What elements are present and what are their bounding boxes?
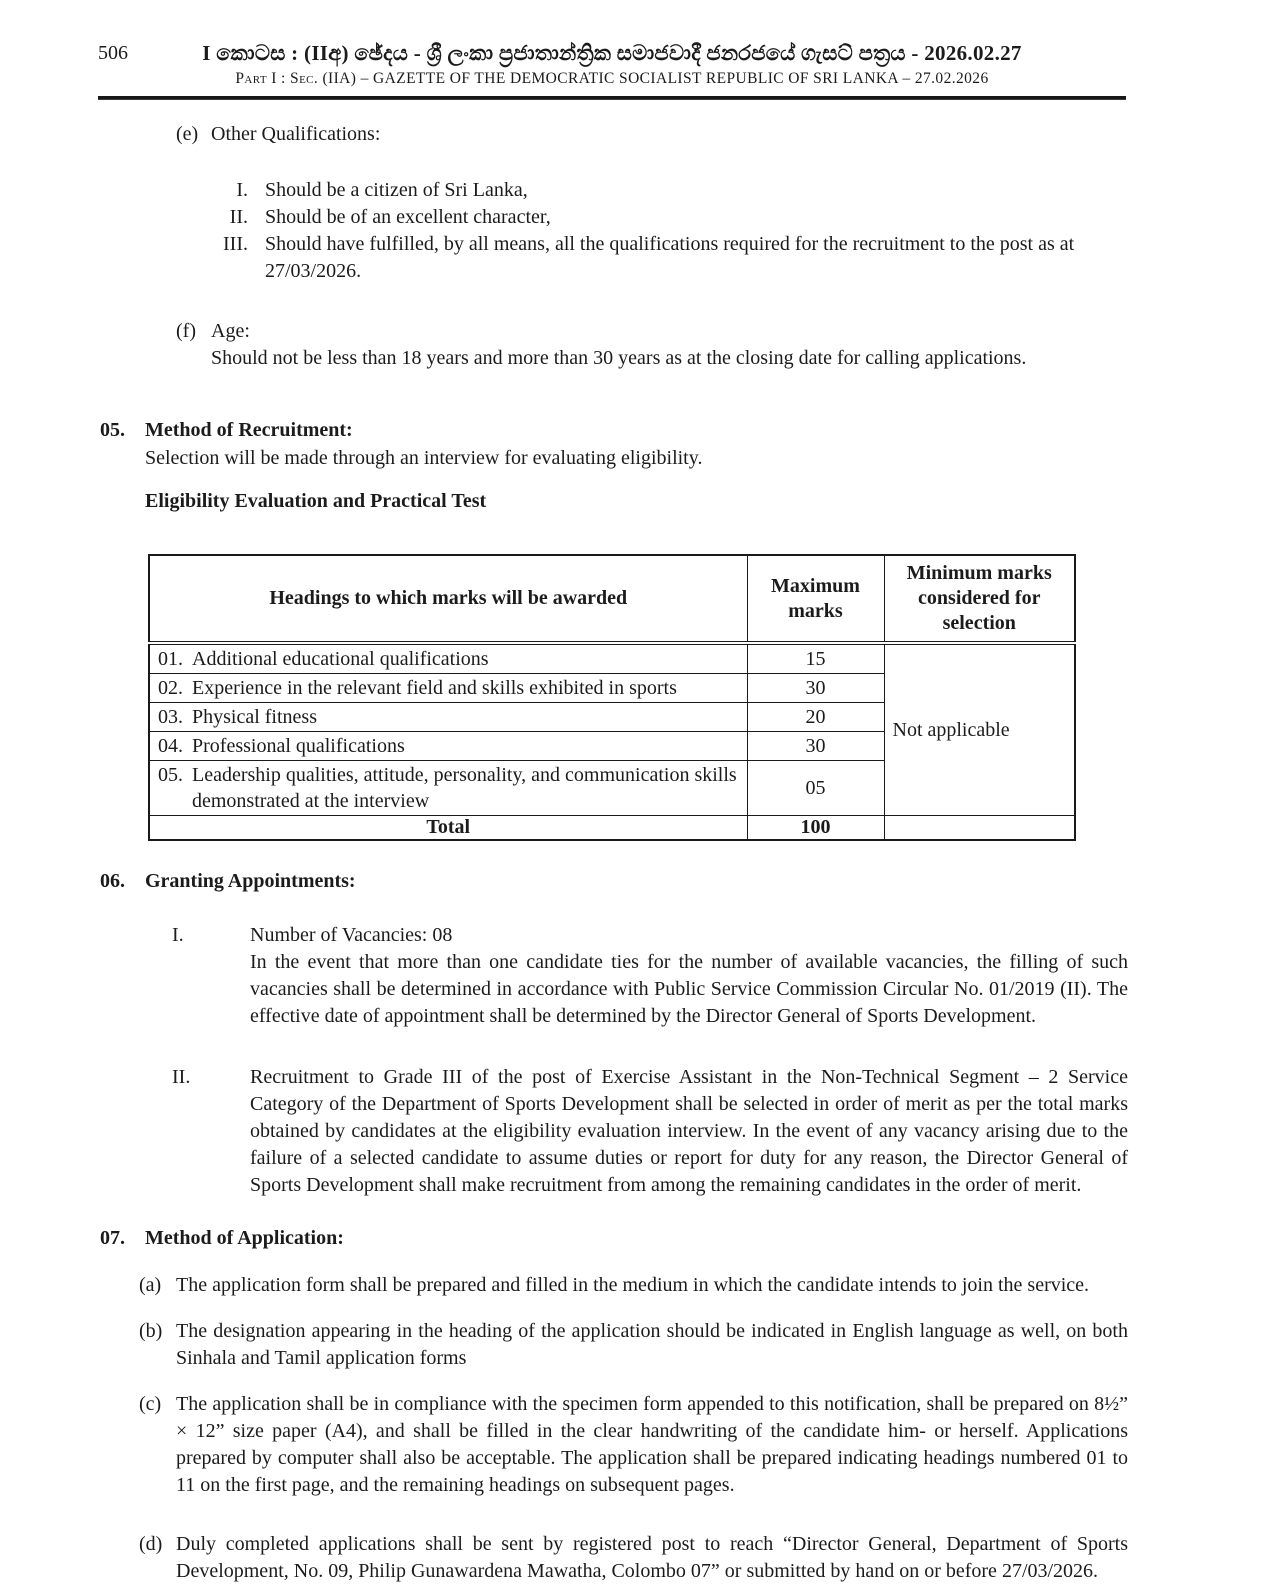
application-item-a [139,1272,1128,1299]
granting-item-body: In the event that more than one candidate ties for the number of available vacancies, the filling of such vacancies shall be determined in accordance with Public Service Commission Circular No. 01/2019 (II). The effective date of appointment shall be determined by the Director General of Sports Development. [250,951,1128,1027]
row-heading: Leadership qualities, attitude, personality, and communication skills demonstrated at the interview [192,764,737,812]
section-f-title: Age: [211,320,250,342]
application-item-text: The designation appearing in the heading of the application should be indicated in English language as well, on both Sinhala and Tamil application forms [176,1320,1128,1369]
header-titles [98,38,1126,89]
section-method-of-application-heading [100,1225,1128,1252]
table-row [149,643,1075,674]
marks-table [148,554,1076,841]
list-item [176,204,1128,231]
section-title: Method of Application: [145,1227,344,1249]
section-method-of-recruitment-heading [100,417,1128,444]
row-maximum-marks: 30 [747,732,884,761]
list-item-text: Should be of an excellent character, [265,206,551,228]
row-number: 03. [158,706,183,728]
row-heading: Experience in the relevant field and skills exhibited in sports [192,677,677,699]
section-e-label: (e) [176,123,199,145]
section-age-heading [176,318,1128,345]
application-item-label: (b) [139,1320,163,1342]
page-number: 506 [98,42,128,64]
list-item-numeral: III. [223,233,248,255]
granting-item-2 [172,1064,1128,1199]
eligibility-subheading: Eligibility Evaluation and Practical Test [145,490,487,512]
row-maximum-marks: 30 [747,674,884,703]
granting-item-numeral: II. [172,1066,191,1088]
section-other-qualifications-heading [176,121,1128,148]
list-item [176,231,1128,285]
table-header-row [149,555,1075,643]
total-value: 100 [747,816,884,841]
section-title: Granting Appointments: [145,870,356,892]
total-label: Total [149,816,747,841]
section-e-title: Other Qualifications: [211,123,381,145]
application-item-text: The application form shall be prepared and filled in the medium in which the candidate intends to join the service. [176,1274,1090,1296]
other-qualifications-list [176,177,1128,285]
list-item-numeral: I. [236,179,248,201]
application-item-c [139,1391,1128,1499]
header-title-english: Part I : Sec. (IIA) – GAZETTE OF THE DEMOCRATIC SOCIALIST REPUBLIC OF SRI LANKA – 27.02.2026 [235,70,989,87]
section-title: Method of Recruitment: [145,419,353,441]
granting-item-numeral: I. [172,924,184,946]
row-number: 04. [158,735,183,757]
section-number: 06. [100,870,125,892]
minimum-marks-note: Not applicable [884,643,1075,816]
application-item-b [139,1318,1128,1372]
row-maximum-marks: 15 [747,643,884,674]
application-item-d [139,1531,1128,1585]
row-maximum-marks: 20 [747,703,884,732]
application-item-text: Duly completed applications shall be sent by registered post to reach “Director General, Department of Sports Development, No. 09, Philip Gunawardena Mawatha, Colombo 07” or submitted by hand on or before 27/03/2026. [176,1533,1128,1582]
row-number: 01. [158,648,183,670]
granting-item-1 [172,922,1128,1030]
header-double-rule [98,96,1126,100]
row-heading: Professional qualifications [192,735,405,757]
list-item-text: Should have fulfilled, by all means, all the qualifications required for the recruitment to the post as at 27/03/2026. [265,233,1075,282]
column-header-headings: Headings to which marks will be awarded [149,555,747,643]
row-maximum-marks: 05 [747,761,884,816]
list-item [176,177,1128,204]
row-number: 05. [158,764,183,786]
vacancies-line: Number of Vacancies: 08 [250,924,453,946]
section-number: 05. [100,419,125,441]
row-heading: Physical fitness [192,706,317,728]
application-item-label: (d) [139,1533,163,1555]
section-number: 07. [100,1227,125,1249]
section-f-label: (f) [176,320,196,342]
total-minimum-empty [884,816,1075,841]
application-item-label: (a) [139,1274,162,1296]
list-item-numeral: II. [229,206,248,228]
row-number: 02. [158,677,183,699]
list-item-text: Should be a citizen of Sri Lanka, [265,179,528,201]
section-age-body: Should not be less than 18 years and more than 30 years as at the closing date for calling applications. [211,347,1027,369]
column-header-maximum-marks: Maximum marks [747,555,884,643]
page-header [0,0,1275,100]
header-title-sinhala: I කොටස : (IIඅ) ඡේදය - ශ්‍රී ලංකා ප්‍රජාතාන්ත්‍රික සමාජවාදී ජනරජයේ ගැසට් පත්‍රය - 2026.02.27 [202,41,1022,65]
column-header-minimum-marks: Minimum marks considered for selection [884,555,1075,643]
granting-item-body: Recruitment to Grade III of the post of Exercise Assistant in the Non-Technical Segment – 2 Service Category of the Department of Sports Development shall be selected in order of merit as per the total marks obtained by candidates at the eligibility evaluation interview. In the event of any vacancy arising due to the failure of a selected candidate to assume duties or report for duty for any reason, the Director General of Sports Development shall make recruitment from among the remaining candidates in the order of merit. [250,1066,1128,1196]
row-heading: Additional educational qualifications [192,648,489,670]
method-of-recruitment-body: Selection will be made through an interview for evaluating eligibility. [145,447,703,469]
application-item-label: (c) [139,1393,162,1415]
table-total-row [149,816,1075,841]
section-granting-appointments-heading [100,868,1128,895]
application-item-text: The application shall be in compliance with the specimen form appended to this notification, shall be prepared on 8½” × 12” size paper (A4), and shall be filled in the clear handwriting of the candidate him- or herself. Applications prepared by computer shall also be acceptable. The application shall be prepared indicating headings numbered 01 to 11 on the first page, and the remaining headings on subsequent pages. [176,1393,1128,1496]
